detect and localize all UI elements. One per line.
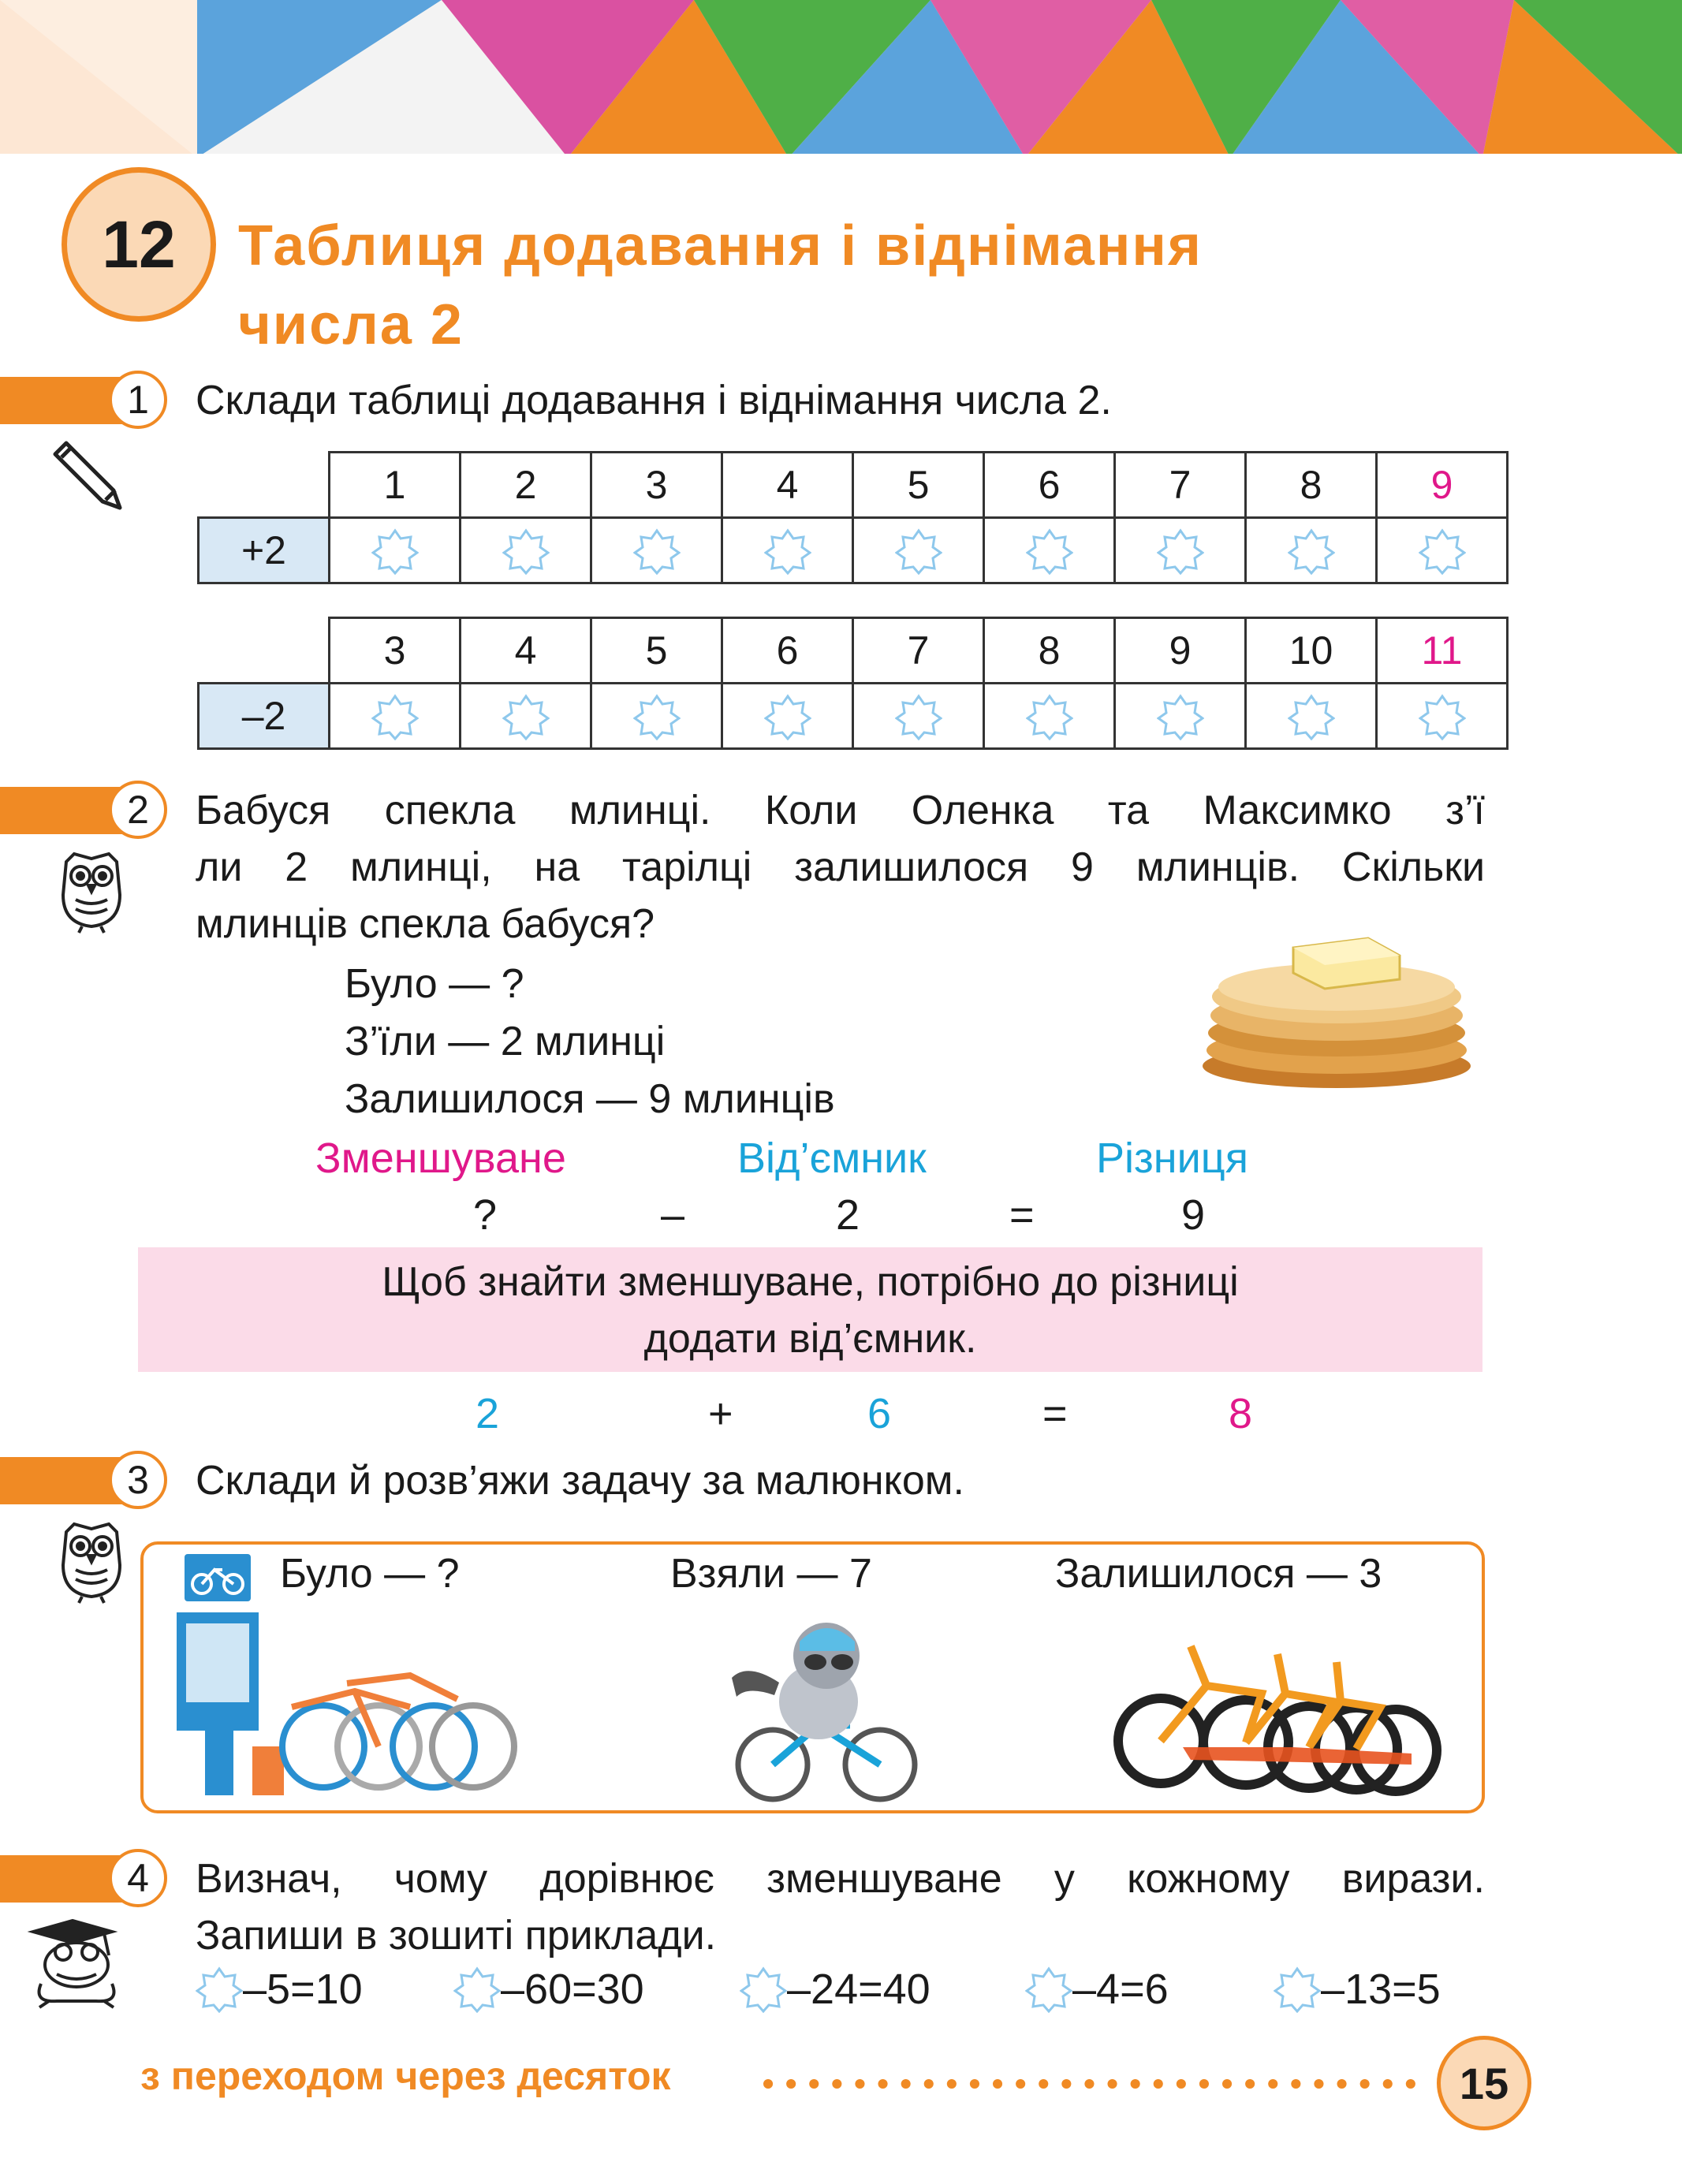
rule-line2: додати від’ємник.: [643, 1316, 977, 1362]
eq-unknown: ?: [473, 1191, 498, 1239]
eq-subtrahend: 2: [836, 1191, 860, 1239]
pencil-icon: [50, 435, 129, 514]
answer-star-cell[interactable]: [1246, 518, 1377, 583]
expression-text: –4=6: [1072, 1966, 1169, 2013]
eq-minus: –: [661, 1191, 685, 1239]
task1-number: 1: [109, 371, 167, 429]
task2-line2: ли 2 млинці, на тарілці залишилося 9 млинців. Скільки: [196, 844, 1485, 890]
expression-5: [1274, 1965, 1441, 2014]
owl-icon: [54, 1518, 129, 1604]
answer-star-cell[interactable]: [461, 518, 591, 583]
bikes-remaining-image: [1112, 1615, 1443, 1796]
picture-label-had: Було — ?: [280, 1551, 460, 1597]
eq2-first: 2: [476, 1390, 500, 1437]
expression-1: [196, 1965, 363, 2014]
expression-text: –60=30: [501, 1966, 644, 2013]
answer-star-cell[interactable]: [984, 684, 1115, 749]
star-icon[interactable]: [453, 1966, 501, 2013]
pancakes-image: [1199, 924, 1479, 1098]
lesson-title-line1: Таблиця додавання і віднімання: [238, 214, 1203, 278]
answer-star-cell[interactable]: [984, 518, 1115, 583]
task4-bar: [0, 1855, 126, 1903]
star-icon: [1288, 527, 1335, 575]
task1-bar: [0, 377, 126, 424]
page-number: 15: [1437, 2036, 1531, 2130]
star-icon: [502, 527, 550, 575]
star-icon: [1419, 693, 1466, 740]
rule-line1: Щоб знайти зменшуване, потрібно до різниці: [382, 1259, 1239, 1305]
add-number: 4: [722, 453, 853, 518]
star-icon: [1026, 527, 1073, 575]
answer-star-cell[interactable]: [853, 684, 984, 749]
star-icon: [764, 693, 811, 740]
answer-star-cell[interactable]: [461, 684, 591, 749]
expression-4: [1025, 1965, 1169, 2014]
add-number: 9: [1377, 453, 1508, 518]
blank-cell: [199, 453, 330, 518]
expression-2: [453, 1965, 644, 2014]
star-icon: [502, 693, 550, 740]
eq2-second: 6: [867, 1390, 892, 1437]
task1-text: Склади таблиці додавання і віднімання числа 2.: [196, 378, 1112, 423]
answer-star-cell[interactable]: [330, 684, 461, 749]
footer-topic: з переходом через десяток: [140, 2054, 671, 2098]
star-icon[interactable]: [196, 1966, 243, 2013]
star-icon: [764, 527, 811, 575]
star-icon: [633, 693, 681, 740]
eq2-plus: +: [708, 1390, 733, 1437]
answer-star-cell[interactable]: [1377, 518, 1508, 583]
task4-line2: Запиши в зошиті приклади.: [196, 1913, 717, 1959]
sub-number: 10: [1246, 618, 1377, 684]
task2-line1: Бабуся спекла млинці. Коли Оленка та Максимко з’ї: [196, 788, 1485, 833]
task3-number: 3: [109, 1451, 167, 1509]
add-number: 7: [1115, 453, 1246, 518]
star-icon: [1157, 693, 1204, 740]
sub-number: 5: [591, 618, 722, 684]
task3-text: Склади й розв’яжи задачу за малюнком.: [196, 1458, 964, 1504]
add-number: 2: [461, 453, 591, 518]
answer-star-cell[interactable]: [1246, 684, 1377, 749]
sub-number: 4: [461, 618, 591, 684]
sub-number: 8: [984, 618, 1115, 684]
blank-cell: [199, 618, 330, 684]
task2-bar: [0, 787, 126, 834]
sub-number: 11: [1377, 618, 1508, 684]
term-subtrahend: Від’ємник: [737, 1135, 927, 1182]
add-number: 6: [984, 453, 1115, 518]
answer-star-cell[interactable]: [722, 518, 853, 583]
star-icon: [1026, 693, 1073, 740]
star-icon[interactable]: [1025, 1966, 1072, 2013]
task2-line3: млинців спекла бабуся?: [196, 901, 655, 947]
expression-3: [740, 1965, 931, 2014]
answer-star-cell[interactable]: [1377, 684, 1508, 749]
lesson-title-line2: числа 2: [238, 293, 464, 356]
add-number: 8: [1246, 453, 1377, 518]
expression-text: –5=10: [243, 1966, 363, 2013]
star-icon[interactable]: [1274, 1966, 1321, 2013]
raccoon-on-bike-image: [732, 1615, 921, 1804]
star-icon: [1288, 693, 1335, 740]
add-number: 3: [591, 453, 722, 518]
star-icon: [371, 693, 419, 740]
lesson-number-badge: 12: [62, 167, 216, 322]
add-operator: +2: [199, 518, 330, 583]
task3-bar: [0, 1457, 126, 1504]
given-left: Залишилося — 9 млинців: [345, 1076, 835, 1122]
eq2-result: 8: [1229, 1390, 1253, 1437]
given-eaten: З’їли — 2 млинці: [345, 1019, 666, 1064]
star-icon: [633, 527, 681, 575]
owl-icon: [54, 848, 129, 934]
add-number: 5: [853, 453, 984, 518]
answer-star-cell[interactable]: [591, 684, 722, 749]
answer-star-cell[interactable]: [591, 518, 722, 583]
sub-number: 9: [1115, 618, 1246, 684]
picture-label-left: Залишилося — 3: [1055, 1551, 1382, 1597]
lesson-title: [238, 207, 1516, 364]
add-number: 1: [330, 453, 461, 518]
answer-star-cell[interactable]: [330, 518, 461, 583]
answer-star-cell[interactable]: [853, 518, 984, 583]
eq-equals: =: [1009, 1191, 1035, 1239]
star-icon: [1157, 527, 1204, 575]
sub-number: 6: [722, 618, 853, 684]
task4-number: 4: [109, 1849, 167, 1907]
eq2-equals: =: [1042, 1390, 1068, 1437]
task4-line1: Визнач, чому дорівнює зменшуване у кожному вирази.: [196, 1856, 1485, 1902]
answer-star-cell[interactable]: [1115, 518, 1246, 583]
expression-text: –24=40: [787, 1966, 931, 2013]
expression-text: –13=5: [1321, 1966, 1441, 2013]
subtraction-table: [197, 617, 1509, 750]
term-minuend: Зменшуване: [315, 1135, 566, 1182]
term-difference: Різниця: [1096, 1135, 1248, 1182]
dotted-leader: [763, 2072, 1426, 2096]
star-icon: [895, 527, 942, 575]
answer-star-cell[interactable]: [1115, 684, 1246, 749]
answer-star-cell[interactable]: [722, 684, 853, 749]
star-icon[interactable]: [740, 1966, 787, 2013]
given-had: Було — ?: [345, 961, 524, 1007]
sub-number: 7: [853, 618, 984, 684]
eq-difference: 9: [1181, 1191, 1206, 1239]
frog-graduate-icon: [17, 1908, 136, 2011]
sub-number: 3: [330, 618, 461, 684]
star-icon: [1419, 527, 1466, 575]
rule-box: [138, 1247, 1482, 1372]
bunting-banner: [0, 0, 1682, 158]
sub-operator: –2: [199, 684, 330, 749]
star-icon: [371, 527, 419, 575]
star-icon: [895, 693, 942, 740]
bike-station-image: [173, 1549, 552, 1802]
addition-table: [197, 451, 1509, 584]
task2-number: 2: [109, 781, 167, 839]
picture-label-taken: Взяли — 7: [670, 1551, 872, 1597]
